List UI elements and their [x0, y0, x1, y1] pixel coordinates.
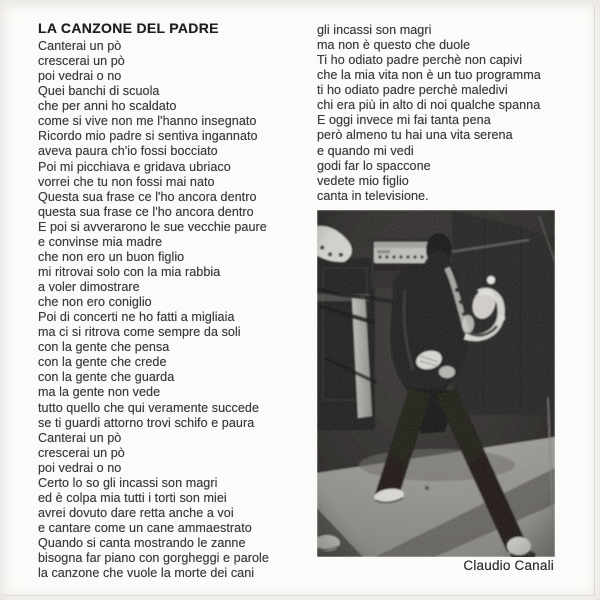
lyric-line: avrei dovuto dare retta anche a voi — [38, 505, 234, 520]
lyric-line: vorrei che tu non fossi mai nato — [38, 174, 215, 189]
lyric-line: con la gente che pensa — [38, 340, 170, 355]
lyric-line: questa sua frase ce l'ho ancora dentro — [38, 204, 254, 219]
lyric-line: Ricordo mio padre si sentiva ingannato — [38, 129, 258, 144]
lyrics-left-lines — [38, 39, 313, 581]
lyric-line: ti ho odiato padre perchè maledivi — [317, 83, 508, 98]
lyric-line: la canzone che vuole la morte dei cani — [38, 566, 255, 581]
lyric-line: ed è colpa mia tutti i torti son miei — [38, 490, 227, 505]
lyric-line: Canterai un pò — [38, 39, 122, 53]
lyric-line: crescerai un pò — [38, 54, 125, 69]
lyric-line: però almeno tu hai una vita serena — [317, 128, 513, 143]
scan-edge-right — [594, 6, 595, 596]
lyric-line: bisogna far piano con gorgheggi e parole — [38, 551, 269, 566]
lyric-line: Canterai un pò — [38, 430, 122, 445]
lyric-line: godi far lo spaccone — [317, 158, 431, 173]
film-grain-overlay — [317, 210, 555, 557]
lyric-line: aveva paura ch'io fossi bocciato — [38, 144, 218, 159]
lyric-line: e quando mi vedi — [317, 143, 414, 158]
lyric-line: ma non è questo che duole — [317, 38, 471, 53]
lyric-line: Poi mi picchiava e gridava ubriaco — [38, 159, 231, 174]
lyric-line: Questa sua frase ce l'ho ancora dentro — [38, 189, 257, 204]
lyric-line: E poi si avverarono le sue vecchie paure — [38, 219, 267, 234]
lyric-line: Certo lo so gli incassi son magri — [38, 475, 218, 490]
lyric-line: se ti guardi attorno trovi schifo e paura — [38, 415, 255, 430]
song-title: LA CANZONE DEL PADRE — [38, 20, 219, 36]
lyric-line: con la gente che guarda — [38, 370, 175, 385]
lyric-line: Ti ho odiato padre perchè non capivi — [317, 53, 523, 68]
lyric-line: poi vedrai o no — [38, 460, 122, 475]
lyric-line: con la gente che crede — [38, 355, 167, 370]
lyric-line: come si vive non me l'hanno insegnato — [38, 114, 257, 129]
lyric-line: Poi di concerti ne ho fatti a migliaia — [38, 310, 235, 325]
stage-photo — [317, 210, 555, 557]
lyric-line: tutto quello che qui veramente succede — [38, 400, 260, 415]
scan-smudge-top — [0, 0, 600, 10]
lyrics-right-column — [317, 23, 592, 204]
lyric-line: vedete mio figlio — [317, 173, 409, 188]
lyric-line: Quando si canta mostrando le zanne — [38, 536, 246, 551]
lyric-line: e convinse mia madre — [38, 234, 163, 249]
lyric-line: chi era più in alto di noi qualche spanna — [317, 98, 541, 113]
scan-edge-bottom — [4, 595, 595, 596]
lyric-line: che non ero un buon figlio — [38, 249, 185, 264]
lyric-line: ma la gente non vede — [38, 385, 161, 400]
lyric-line: canta in televisione. — [317, 188, 429, 203]
lyric-line: E oggi invece mi fai tanta pena — [317, 113, 491, 128]
photo-credit: Claudio Canali — [463, 558, 554, 573]
lyrics-left-column — [38, 20, 313, 581]
lyric-line: a voler dimostrare — [38, 280, 140, 294]
lyrics-right-lines — [317, 23, 592, 204]
lyric-line: Quei banchi di scuola — [38, 84, 160, 99]
lyric-line: che non ero coniglio — [38, 295, 152, 310]
lyric-line: crescerai un pò — [38, 445, 125, 460]
lyric-line: gli incassi son magri — [317, 23, 432, 37]
lyric-line: ma ci si ritrova come sempre da soli — [38, 325, 241, 340]
lyric-line: poi vedrai o no — [38, 69, 122, 84]
lyric-line: che per anni ho scaldato — [38, 99, 177, 114]
lyric-line: mi ritrovai solo con la mia rabbia — [38, 264, 221, 279]
lyric-line: che la mia vita non è un tuo programma — [317, 68, 541, 83]
lyric-line: e cantare come un cane ammaestrato — [38, 521, 252, 535]
